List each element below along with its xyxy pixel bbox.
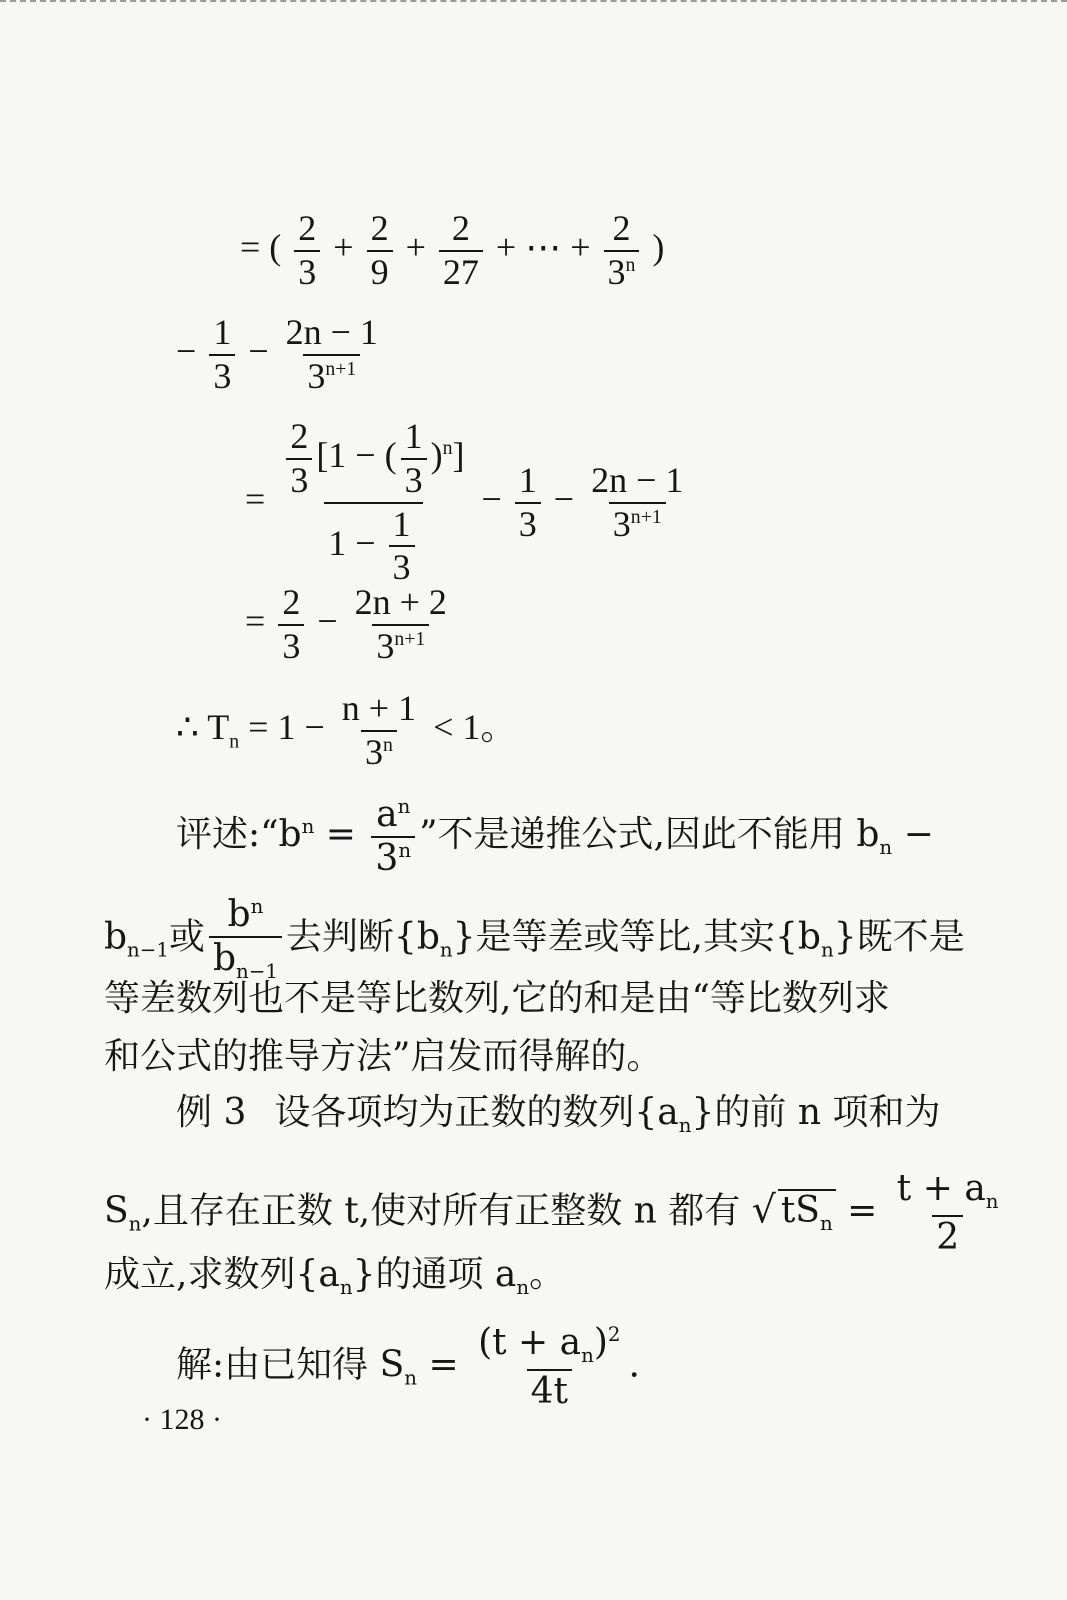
- fraction: $\frac{(t + a_n)^2}{4t}$: [478, 1322, 621, 1412]
- fraction: $\frac{1}{3}$: [515, 462, 541, 544]
- page-number: · 128 ·: [142, 1403, 222, 1436]
- fraction: $\frac{1}{3}$: [401, 418, 427, 500]
- fraction: $\frac{n + 1}{3^n}$: [341, 688, 417, 772]
- comment-line-1: 评述$:“b^n$ = $\frac{a^n}{3^n}$ ”不是递推公式,因此不能用 $b_n$ −: [176, 794, 934, 879]
- equation-line-5: ∴ $T_n = 1$ − $\frac{n + 1}{3^n}$ < 1。: [176, 688, 517, 772]
- comment-line-2: $b_{n-1}$或 $\frac{b^n}{b_{n-1}}$ 去判断$\{b_n\}$是等差或等比,其实$\{b_n\}$既不是: [104, 894, 965, 983]
- fraction: $\frac{1}{3}$: [209, 314, 235, 396]
- fraction: $\frac{1}{3}$: [389, 506, 415, 588]
- compound-fraction: $\frac{2}{3}$ [1 − ( $\frac{1}{3}$ )$^n$] 1 − $\frac{1}{3}$: [278, 418, 468, 587]
- fraction: $\frac{2}{9}$: [367, 210, 393, 292]
- equals-open-paren: = (: [240, 227, 282, 268]
- fraction: $\frac{2}{3}$: [278, 584, 304, 666]
- fraction: $\frac{2}{3^n}$: [604, 210, 640, 292]
- comment-line-4: 和公式的推导方法”启发而得解的。: [104, 1036, 663, 1077]
- fraction: $\frac{2}{3}$: [294, 210, 320, 292]
- fraction: $\frac{b^n}{b_{n-1}}$: [209, 896, 282, 983]
- page-top-border: [0, 0, 1067, 8]
- example-label: 例 3: [176, 1092, 247, 1133]
- fraction: $\frac{2n + 2}{3^{n+1}}$: [354, 582, 447, 666]
- equation-line-1: = ( $\frac{2}{3}$ + $\frac{2}{9}$ + $\frac{2}{27}$ + ⋯ + $\frac{2}{3^n}$ ): [240, 208, 665, 292]
- sqrt-radicand: $tS_n$: [778, 1189, 836, 1235]
- equation-line-3: = $\frac{2}{3}$ [1 − ( $\frac{1}{3}$ )$^n$] 1 − $\frac{1}{3}$ − $\frac{1}{3}$ − $\frac{2n - 1}{3^{n+1}}$: [245, 418, 691, 587]
- sqrt-symbol: √: [751, 1187, 776, 1232]
- fraction: $\frac{t + a_n}{2}$: [896, 1168, 999, 1258]
- fraction: $\frac{2}{27}$: [439, 210, 483, 292]
- equation-line-4: = $\frac{2}{3}$ − $\frac{2n + 2}{3^{n+1}}$: [245, 584, 455, 666]
- solution-line: 解:由已知得 $S_n$ = $\frac{(t + a_n)^2}{4t}$ .: [176, 1322, 640, 1412]
- example-line-1: 例 3 设各项均为正数的数列$\{a_n\}$的前 n 项和为: [176, 1092, 941, 1138]
- equation-line-2: − $\frac{1}{3}$ − $\frac{2n - 1}{3^{n+1}}$: [176, 314, 386, 396]
- fraction: $\frac{2}{3}$: [286, 418, 312, 500]
- fraction: $\frac{2n - 1}{3^{n+1}}$: [591, 459, 684, 544]
- fraction: $\frac{2n - 1}{3^{n+1}}$: [285, 312, 378, 396]
- example-line-2: $S_n$,且存在正数 t,使对所有正整数 n 都有 √ $tS_n$ = $\frac{t + a_n}{2}$: [104, 1170, 1007, 1257]
- fraction: $\frac{a^n}{3^n}$: [371, 796, 415, 878]
- example-line-3: 成立,求数列$\{a_n\}$的通项 $a_n$。: [104, 1254, 566, 1300]
- comment-line-3: 等差数列也不是等比数列,它的和是由“等比数列求: [104, 978, 890, 1019]
